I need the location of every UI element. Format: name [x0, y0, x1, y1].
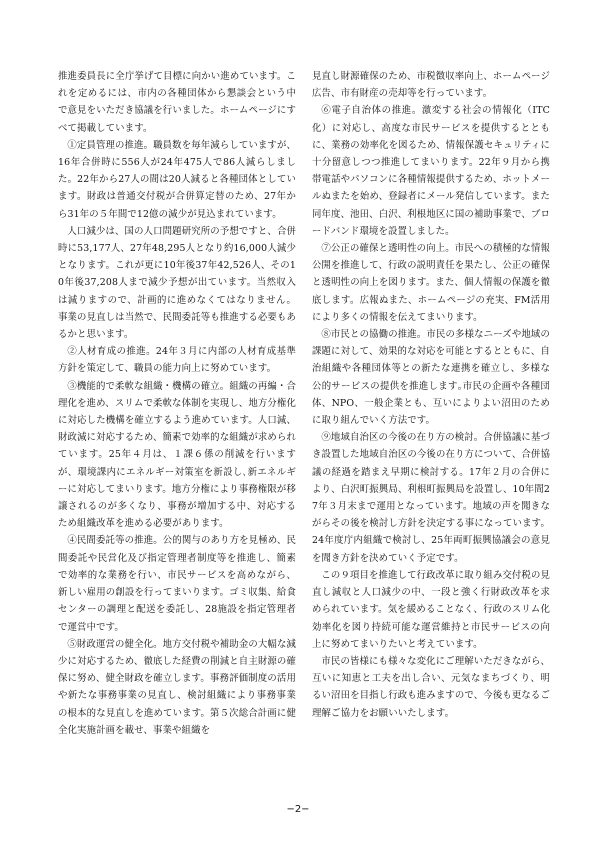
right-text-column [312, 68, 550, 722]
paragraph: ⑧市民との協働の推進。市民の多様なニーズや地域の課題に対して、効果的な対応を可能とするとともに、自治組織や各種団体等との新たな連携を確立し、多様な公的サービスの提供を推進します｡市民の企画や各種団体、NPO、一般企業とも、互いによりよい沼田のために取り組んでいく方法です。 [312, 329, 550, 427]
paragraph: ⑨地域自治区の今後の在り方の検討。合併協議に基づき設置した地域自治区の今後の在り方について、合併協議の経過を踏まえ早期に検討する。17年２月の合併により、白沢町振興局、利根町振興局を設置し、10年間27年３月末まで運用となっています。地域の声を聞きながらその後を検討し方針を決定する事になっています。24年度庁内組織で検討し、25年両町振興協議会の意見を聞き方針を決めていく予定です。 [312, 432, 550, 564]
paragraph: 推進委員長に全庁挙げて目標に向かい進めています。これを定めるには、市内の各種団体から懇談会という中で意見をいただき協議を行いました。ホームページにすべて掲載しています。 [58, 71, 296, 134]
paragraph: ③機能的で柔軟な組織・機構の確立。組織の再編・合理化を進め、スリムで柔軟な体制を実現し、地方分権化に対応した機構を確立するよう進めています。人口減、財政減に対応するため、簡素で効率的な組織が求められています。25年４月は、１課６係の削減を行いますが、環境課内にエネルギー対策室を新設し､新エネルギーに対応してまいります。地方分権により事務権限が移譲されるのが多くなり、事務が増加する中、対応するため組織改革を進める必要があります。 [58, 380, 296, 530]
paragraph: ④民間委託等の推進。公的関与のあり方を見極め、民間委託や民営化及び指定管理者制度等を推進し、簡素で効率的な業務を行い、市民サービスを高めながら、新しい雇用の創設を行ってまいります。ゴミ収集、給食センターの調理と配送を委託し、28施設を指定管理者で運営中です。 [58, 535, 296, 633]
paragraph: ⑦公正の確保と透明性の向上。市民への積極的な情報公開を推進して、行政の説明責任を果たし、公正の確保と透明性の向上を図ります。また、個人情報の保護を徹底します。広報ぬまた、ホームページの充実、FM活用により多くの情報を伝えてまいります。 [312, 243, 550, 323]
paragraph: ①定員管理の推進。職員数を毎年減らしていますが、16年合併時に556人が24年475人で86人減らしました。22年から27人の間は20人減ると各種団体としています。財政は普通交付税が合併算定替のため、27年から31年の５年間で12億の減少が見込まれています。 [58, 139, 296, 220]
paragraph: ⑥電子自治体の推進。激変する社会の情報化（ITC化）に対応し、高度な市民サービスを提供するとともに、業務の効率化を図るため、情報保護セキュリティに十分留意しつつ推進してまいります。22年９月から携帯電話やパソコンに各種情報提供するため、ホットメールぬまたを始め、登録者にメール発信しています。また同年度、池田、白沢、利根地区に国の補助事業で、ブロードバンド環境を設置しました。 [312, 105, 550, 237]
left-text-column [58, 68, 296, 739]
paragraph: 人口減少は、国の人口問題研究所の予想ですと、合併時に53,177人、27年48,295人となり約16,000人減少となります。これが更に10年後37年42,526人、その10年後37,208人まで減少予想が出ています。当然収入は減りますので、計画的に進めなくてはなりません。事業の見直しは当然で、民間委託等も推進する必要もあるかと思います。 [58, 225, 296, 341]
paragraph: 市民の皆様にも様々な変化にご理解いただきながら、互いに知恵と工夫を出し合い、元気なまちづくり、明るい沼田を目指し行政も進みますので、今後も更なるご理解ご協力をお願いいたします。 [312, 655, 550, 719]
paragraph: この９項目を推進して行政改革に取り組み交付税の見直し減収と人口減少の中、一段と強く行財政改革を求められています。気を緩めることなく、行政のスリム化効率化を図り持続可能な運営維持と市民サービスの向上に努めてまいりたいと考えています。 [312, 569, 550, 650]
paragraph: ②人材育成の推進。24年３月に内部の人材育成基準方針を策定して、職員の能力向上に努めています。 [58, 346, 296, 375]
paragraph: ⑤財政運営の健全化。地方交付税や補助金の大幅な減少に対応するため、徹底した経費の削減と自主財源の確保に努め、健全財政を確立します。事務評価制度の活用や新たな事務事業の見直し、検討組織により事務事業の根本的な見直しを進めています。第５次総合計画に健全化実施計画を載せ、事業や組織を [58, 638, 296, 736]
paragraph: 見直し財源確保のため、市税徴収率向上、ホームページ広告、市有財産の売却等を行っています。 [312, 71, 550, 100]
page-number: −2− [286, 804, 310, 815]
